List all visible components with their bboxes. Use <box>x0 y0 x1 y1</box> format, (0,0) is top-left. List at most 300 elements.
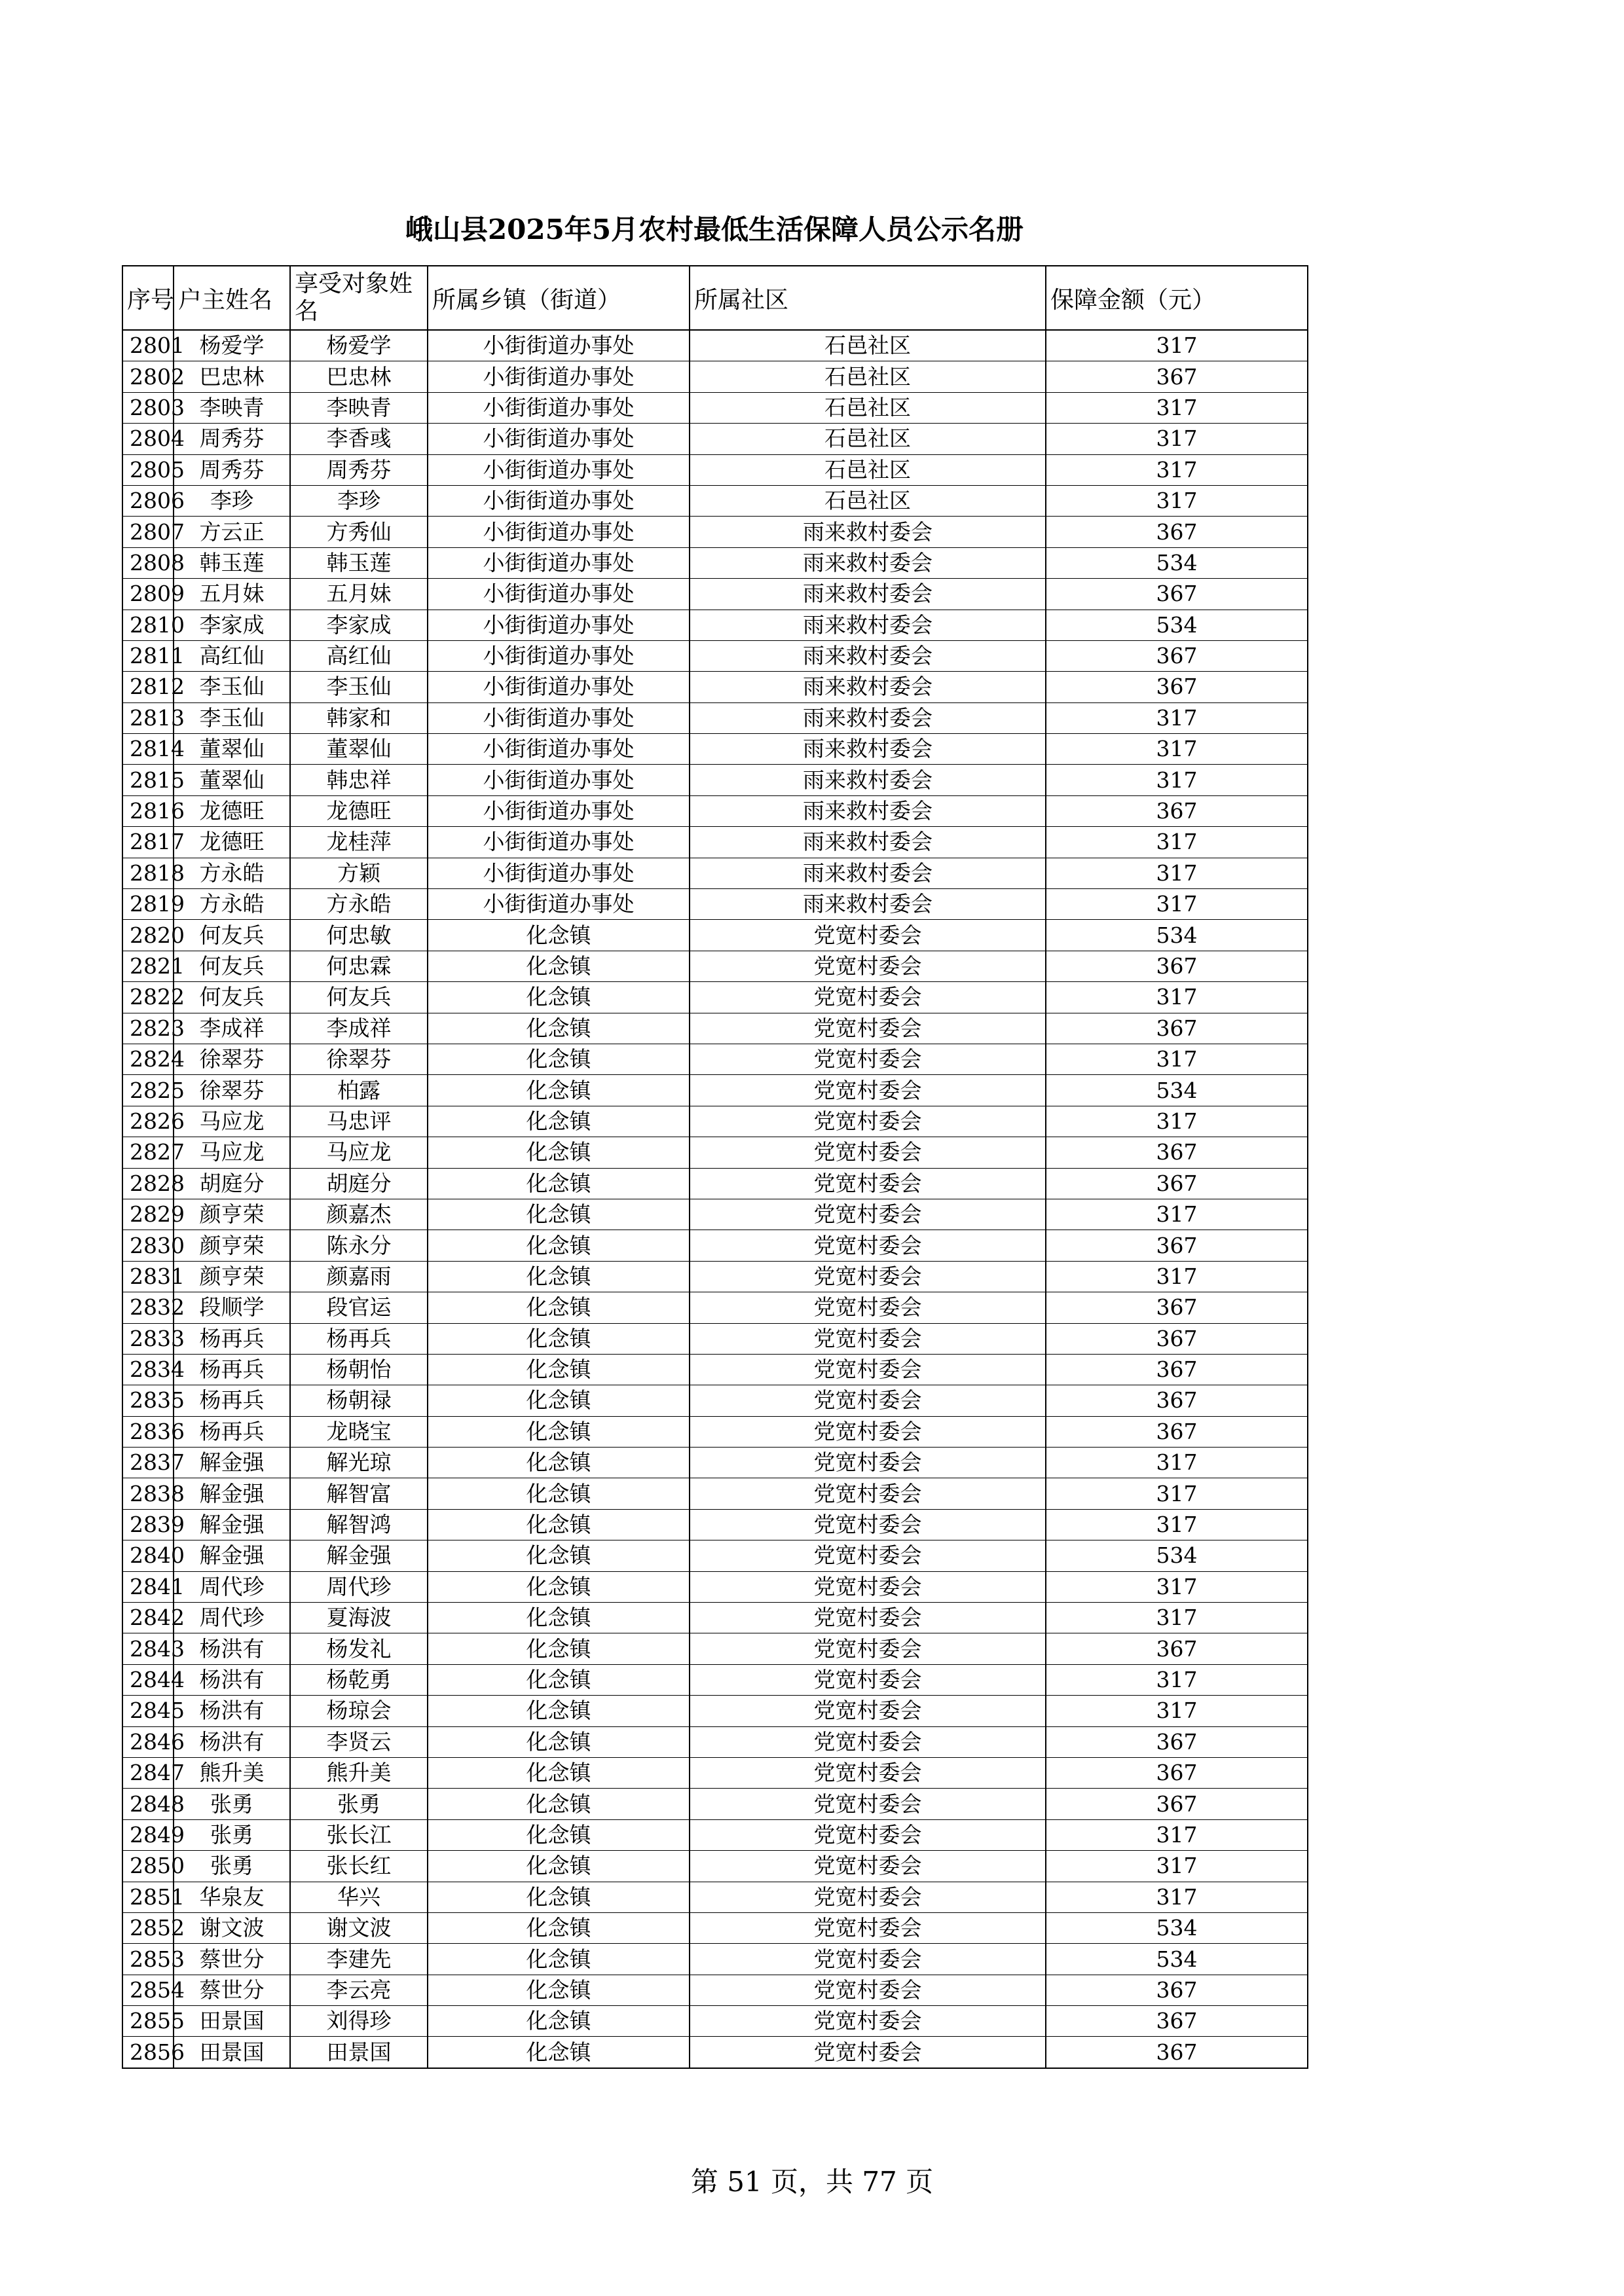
cell-household-head: 韩玉莲 <box>174 547 290 578</box>
table-row <box>122 889 1308 920</box>
cell-town: 化念镇 <box>428 1261 690 1292</box>
cell-household-head: 龙德旺 <box>174 827 290 858</box>
cell-community: 党宽村委会 <box>690 1448 1046 1478</box>
cell-amount: 367 <box>1046 1230 1308 1261</box>
cell-seq: 2820 <box>122 920 174 951</box>
cell-community: 雨来救村委会 <box>690 610 1046 640</box>
cell-beneficiary: 解智富 <box>290 1478 428 1509</box>
cell-seq: 2801 <box>122 330 174 361</box>
cell-beneficiary: 何忠霖 <box>290 951 428 981</box>
cell-seq: 2825 <box>122 1075 174 1106</box>
cell-beneficiary: 段官运 <box>290 1292 428 1323</box>
cell-beneficiary: 刘得珍 <box>290 2006 428 2037</box>
cell-household-head: 颜亨荣 <box>174 1261 290 1292</box>
cell-seq: 2819 <box>122 889 174 920</box>
cell-seq: 2846 <box>122 1726 174 1757</box>
cell-town: 小街街道办事处 <box>428 610 690 640</box>
cell-community: 雨来救村委会 <box>690 795 1046 826</box>
cell-town: 小街街道办事处 <box>428 392 690 423</box>
table-row <box>122 1416 1308 1447</box>
table-row <box>122 1354 1308 1385</box>
cell-household-head: 杨再兵 <box>174 1354 290 1385</box>
cell-community: 党宽村委会 <box>690 1199 1046 1230</box>
table-row <box>122 1509 1308 1540</box>
cell-community: 石邑社区 <box>690 361 1046 392</box>
cell-beneficiary: 方秀仙 <box>290 517 428 547</box>
table-row <box>122 1696 1308 1726</box>
cell-community: 雨来救村委会 <box>690 672 1046 702</box>
cell-town: 化念镇 <box>428 1757 690 1788</box>
cell-beneficiary: 董翠仙 <box>290 734 428 765</box>
cell-town: 化念镇 <box>428 1199 690 1230</box>
table-row <box>122 795 1308 826</box>
cell-amount: 534 <box>1046 1540 1308 1571</box>
cell-amount: 367 <box>1046 1323 1308 1354</box>
cell-town: 化念镇 <box>428 920 690 951</box>
table-row <box>122 1013 1308 1044</box>
cell-community: 雨来救村委会 <box>690 827 1046 858</box>
cell-amount: 317 <box>1046 330 1308 361</box>
table-row <box>122 982 1308 1013</box>
cell-amount: 534 <box>1046 610 1308 640</box>
cell-community: 党宽村委会 <box>690 1385 1046 1416</box>
cell-town: 化念镇 <box>428 2006 690 2037</box>
cell-seq: 2829 <box>122 1199 174 1230</box>
roster-table <box>122 265 1308 2069</box>
cell-amount: 367 <box>1046 517 1308 547</box>
cell-seq: 2811 <box>122 640 174 671</box>
cell-household-head: 蔡世分 <box>174 1944 290 1975</box>
cell-seq: 2853 <box>122 1944 174 1975</box>
cell-household-head: 李映青 <box>174 392 290 423</box>
cell-town: 小街街道办事处 <box>428 734 690 765</box>
cell-seq: 2823 <box>122 1013 174 1044</box>
cell-community: 党宽村委会 <box>690 1696 1046 1726</box>
cell-community: 雨来救村委会 <box>690 547 1046 578</box>
cell-beneficiary: 田景国 <box>290 2037 428 2068</box>
cell-amount: 534 <box>1046 1075 1308 1106</box>
cell-seq: 2854 <box>122 1975 174 2005</box>
cell-seq: 2851 <box>122 1882 174 1912</box>
cell-amount: 317 <box>1046 1261 1308 1292</box>
cell-beneficiary: 陈永分 <box>290 1230 428 1261</box>
cell-town: 化念镇 <box>428 1137 690 1168</box>
cell-town: 小街街道办事处 <box>428 702 690 733</box>
cell-seq: 2848 <box>122 1789 174 1819</box>
table-row <box>122 1912 1308 1943</box>
cell-household-head: 周秀芬 <box>174 454 290 485</box>
cell-town: 化念镇 <box>428 1323 690 1354</box>
table-row <box>122 485 1308 516</box>
cell-town: 小街街道办事处 <box>428 858 690 888</box>
cell-seq: 2816 <box>122 795 174 826</box>
cell-community: 石邑社区 <box>690 424 1046 454</box>
table-row <box>122 920 1308 951</box>
cell-town: 小街街道办事处 <box>428 827 690 858</box>
cell-beneficiary: 韩家和 <box>290 702 428 733</box>
cell-beneficiary: 周代珍 <box>290 1571 428 1602</box>
cell-seq: 2834 <box>122 1354 174 1385</box>
cell-beneficiary: 胡庭分 <box>290 1168 428 1199</box>
cell-beneficiary: 方颖 <box>290 858 428 888</box>
cell-community: 党宽村委会 <box>690 1571 1046 1602</box>
cell-household-head: 段顺学 <box>174 1292 290 1323</box>
cell-community: 党宽村委会 <box>690 1292 1046 1323</box>
cell-beneficiary: 解光琼 <box>290 1448 428 1478</box>
cell-community: 党宽村委会 <box>690 1664 1046 1695</box>
cell-community: 党宽村委会 <box>690 1013 1046 1044</box>
cell-household-head: 何友兵 <box>174 951 290 981</box>
cell-town: 化念镇 <box>428 951 690 981</box>
cell-town: 小街街道办事处 <box>428 361 690 392</box>
cell-beneficiary: 何友兵 <box>290 982 428 1013</box>
cell-community: 党宽村委会 <box>690 1044 1046 1074</box>
cell-seq: 2830 <box>122 1230 174 1261</box>
cell-amount: 317 <box>1046 1199 1308 1230</box>
cell-community: 党宽村委会 <box>690 1230 1046 1261</box>
cell-household-head: 杨洪有 <box>174 1696 290 1726</box>
cell-town: 化念镇 <box>428 2037 690 2068</box>
cell-beneficiary: 李珍 <box>290 485 428 516</box>
cell-amount: 317 <box>1046 1819 1308 1850</box>
cell-beneficiary: 李映青 <box>290 392 428 423</box>
table-row <box>122 702 1308 733</box>
table-row <box>122 858 1308 888</box>
table-row <box>122 1603 1308 1633</box>
cell-seq: 2822 <box>122 982 174 1013</box>
cell-seq: 2843 <box>122 1633 174 1664</box>
cell-community: 党宽村委会 <box>690 2037 1046 2068</box>
table-row <box>122 1044 1308 1074</box>
cell-town: 小街街道办事处 <box>428 517 690 547</box>
cell-seq: 2808 <box>122 547 174 578</box>
cell-seq: 2849 <box>122 1819 174 1850</box>
cell-community: 党宽村委会 <box>690 951 1046 981</box>
cell-town: 化念镇 <box>428 1603 690 1633</box>
cell-seq: 2850 <box>122 1851 174 1882</box>
cell-household-head: 谢文波 <box>174 1912 290 1943</box>
cell-amount: 317 <box>1046 858 1308 888</box>
table-row <box>122 1292 1308 1323</box>
table-row <box>122 1385 1308 1416</box>
cell-beneficiary: 龙德旺 <box>290 795 428 826</box>
cell-seq: 2814 <box>122 734 174 765</box>
cell-household-head: 颜亨荣 <box>174 1199 290 1230</box>
cell-seq: 2856 <box>122 2037 174 2068</box>
table-row <box>122 1975 1308 2005</box>
cell-amount: 367 <box>1046 1137 1308 1168</box>
cell-amount: 367 <box>1046 1633 1308 1664</box>
cell-amount: 317 <box>1046 485 1308 516</box>
cell-community: 雨来救村委会 <box>690 579 1046 610</box>
cell-community: 党宽村委会 <box>690 1354 1046 1385</box>
cell-community: 石邑社区 <box>690 392 1046 423</box>
cell-beneficiary: 杨朝禄 <box>290 1385 428 1416</box>
cell-community: 雨来救村委会 <box>690 702 1046 733</box>
cell-amount: 367 <box>1046 1757 1308 1788</box>
cell-seq: 2807 <box>122 517 174 547</box>
cell-seq: 2804 <box>122 424 174 454</box>
header-household-head: 户主姓名 <box>174 266 290 330</box>
cell-amount: 367 <box>1046 361 1308 392</box>
cell-household-head: 何友兵 <box>174 982 290 1013</box>
cell-amount: 534 <box>1046 547 1308 578</box>
cell-amount: 367 <box>1046 2037 1308 2068</box>
cell-amount: 367 <box>1046 1354 1308 1385</box>
cell-community: 雨来救村委会 <box>690 517 1046 547</box>
header-beneficiary: 享受对象姓名 <box>290 266 428 330</box>
cell-town: 化念镇 <box>428 1448 690 1478</box>
table-row <box>122 392 1308 423</box>
cell-household-head: 五月妹 <box>174 579 290 610</box>
table-row <box>122 1106 1308 1137</box>
cell-beneficiary: 李家成 <box>290 610 428 640</box>
cell-household-head: 杨爱学 <box>174 330 290 361</box>
cell-household-head: 李玉仙 <box>174 672 290 702</box>
header-town: 所属乡镇（街道） <box>428 266 690 330</box>
cell-amount: 367 <box>1046 795 1308 826</box>
table-row <box>122 1540 1308 1571</box>
cell-town: 化念镇 <box>428 1571 690 1602</box>
cell-household-head: 杨洪有 <box>174 1664 290 1695</box>
cell-community: 党宽村委会 <box>690 1509 1046 1540</box>
cell-seq: 2821 <box>122 951 174 981</box>
cell-household-head: 何友兵 <box>174 920 290 951</box>
table-row <box>122 951 1308 981</box>
cell-town: 化念镇 <box>428 1168 690 1199</box>
cell-town: 化念镇 <box>428 1912 690 1943</box>
cell-beneficiary: 李建先 <box>290 1944 428 1975</box>
cell-amount: 317 <box>1046 765 1308 795</box>
cell-beneficiary: 李香彧 <box>290 424 428 454</box>
cell-household-head: 杨洪有 <box>174 1633 290 1664</box>
cell-household-head: 巴忠林 <box>174 361 290 392</box>
cell-community: 党宽村委会 <box>690 1819 1046 1850</box>
cell-community: 党宽村委会 <box>690 1478 1046 1509</box>
header-community: 所属社区 <box>690 266 1046 330</box>
cell-community: 党宽村委会 <box>690 1603 1046 1633</box>
cell-community: 党宽村委会 <box>690 1851 1046 1882</box>
cell-amount: 534 <box>1046 920 1308 951</box>
cell-seq: 2824 <box>122 1044 174 1074</box>
cell-household-head: 解金强 <box>174 1509 290 1540</box>
cell-beneficiary: 颜嘉杰 <box>290 1199 428 1230</box>
cell-town: 小街街道办事处 <box>428 454 690 485</box>
cell-seq: 2806 <box>122 485 174 516</box>
table-row <box>122 672 1308 702</box>
cell-amount: 317 <box>1046 1664 1308 1695</box>
table-row <box>122 1633 1308 1664</box>
cell-town: 小街街道办事处 <box>428 424 690 454</box>
cell-town: 小街街道办事处 <box>428 547 690 578</box>
table-row <box>122 1571 1308 1602</box>
cell-community: 党宽村委会 <box>690 982 1046 1013</box>
cell-household-head: 马应龙 <box>174 1137 290 1168</box>
table-row <box>122 1075 1308 1106</box>
cell-beneficiary: 徐翠芬 <box>290 1044 428 1074</box>
table-row <box>122 547 1308 578</box>
cell-seq: 2809 <box>122 579 174 610</box>
cell-household-head: 解金强 <box>174 1540 290 1571</box>
cell-household-head: 李珍 <box>174 485 290 516</box>
cell-beneficiary: 李贤云 <box>290 1726 428 1757</box>
header-seq: 序号 <box>122 266 174 330</box>
cell-community: 党宽村委会 <box>690 1261 1046 1292</box>
cell-beneficiary: 杨乾勇 <box>290 1664 428 1695</box>
cell-community: 党宽村委会 <box>690 1137 1046 1168</box>
cell-amount: 317 <box>1046 454 1308 485</box>
cell-seq: 2841 <box>122 1571 174 1602</box>
cell-town: 化念镇 <box>428 1664 690 1695</box>
cell-community: 党宽村委会 <box>690 1882 1046 1912</box>
cell-household-head: 李玉仙 <box>174 702 290 733</box>
cell-beneficiary: 杨琼会 <box>290 1696 428 1726</box>
cell-amount: 317 <box>1046 392 1308 423</box>
cell-town: 化念镇 <box>428 1975 690 2005</box>
cell-beneficiary: 杨爱学 <box>290 330 428 361</box>
cell-beneficiary: 颜嘉雨 <box>290 1261 428 1292</box>
cell-beneficiary: 张勇 <box>290 1789 428 1819</box>
cell-community: 石邑社区 <box>690 330 1046 361</box>
table-row <box>122 424 1308 454</box>
cell-seq: 2840 <box>122 1540 174 1571</box>
cell-town: 化念镇 <box>428 1851 690 1882</box>
cell-household-head: 杨再兵 <box>174 1385 290 1416</box>
cell-community: 党宽村委会 <box>690 1789 1046 1819</box>
cell-household-head: 李成祥 <box>174 1013 290 1044</box>
cell-town: 化念镇 <box>428 1696 690 1726</box>
cell-beneficiary: 高红仙 <box>290 640 428 671</box>
table-row <box>122 1819 1308 1850</box>
cell-community: 雨来救村委会 <box>690 765 1046 795</box>
cell-community: 党宽村委会 <box>690 1975 1046 2005</box>
cell-amount: 367 <box>1046 579 1308 610</box>
cell-household-head: 周代珍 <box>174 1603 290 1633</box>
cell-household-head: 李家成 <box>174 610 290 640</box>
cell-amount: 317 <box>1046 827 1308 858</box>
cell-seq: 2835 <box>122 1385 174 1416</box>
cell-household-head: 董翠仙 <box>174 765 290 795</box>
table-row <box>122 1168 1308 1199</box>
cell-household-head: 方永皓 <box>174 858 290 888</box>
cell-amount: 367 <box>1046 2006 1308 2037</box>
cell-household-head: 蔡世分 <box>174 1975 290 2005</box>
table-row <box>122 330 1308 361</box>
cell-beneficiary: 龙晓宝 <box>290 1416 428 1447</box>
cell-seq: 2813 <box>122 702 174 733</box>
cell-beneficiary: 韩忠祥 <box>290 765 428 795</box>
cell-amount: 317 <box>1046 1448 1308 1478</box>
cell-community: 党宽村委会 <box>690 1757 1046 1788</box>
cell-seq: 2847 <box>122 1757 174 1788</box>
cell-beneficiary: 夏海波 <box>290 1603 428 1633</box>
cell-beneficiary: 柏露 <box>290 1075 428 1106</box>
cell-household-head: 张勇 <box>174 1789 290 1819</box>
cell-community: 党宽村委会 <box>690 1726 1046 1757</box>
cell-community: 雨来救村委会 <box>690 858 1046 888</box>
cell-community: 雨来救村委会 <box>690 734 1046 765</box>
cell-seq: 2836 <box>122 1416 174 1447</box>
cell-seq: 2833 <box>122 1323 174 1354</box>
cell-seq: 2827 <box>122 1137 174 1168</box>
table-row <box>122 1323 1308 1354</box>
cell-amount: 367 <box>1046 1975 1308 2005</box>
cell-household-head: 杨再兵 <box>174 1323 290 1354</box>
cell-community: 党宽村委会 <box>690 1944 1046 1975</box>
cell-community: 党宽村委会 <box>690 1912 1046 1943</box>
cell-household-head: 杨再兵 <box>174 1416 290 1447</box>
cell-town: 化念镇 <box>428 1726 690 1757</box>
cell-town: 小街街道办事处 <box>428 765 690 795</box>
cell-household-head: 杨洪有 <box>174 1726 290 1757</box>
cell-community: 党宽村委会 <box>690 1633 1046 1664</box>
cell-amount: 534 <box>1046 1944 1308 1975</box>
cell-community: 石邑社区 <box>690 454 1046 485</box>
cell-town: 化念镇 <box>428 1540 690 1571</box>
table-row <box>122 517 1308 547</box>
cell-seq: 2805 <box>122 454 174 485</box>
cell-amount: 317 <box>1046 702 1308 733</box>
table-row <box>122 1726 1308 1757</box>
cell-community: 党宽村委会 <box>690 2006 1046 2037</box>
cell-community: 石邑社区 <box>690 485 1046 516</box>
cell-beneficiary: 马忠评 <box>290 1106 428 1137</box>
table-row <box>122 610 1308 640</box>
cell-town: 化念镇 <box>428 1385 690 1416</box>
cell-seq: 2826 <box>122 1106 174 1137</box>
cell-town: 化念镇 <box>428 1416 690 1447</box>
cell-seq: 2810 <box>122 610 174 640</box>
cell-town: 化念镇 <box>428 1044 690 1074</box>
cell-seq: 2852 <box>122 1912 174 1943</box>
cell-community: 雨来救村委会 <box>690 640 1046 671</box>
cell-amount: 317 <box>1046 424 1308 454</box>
cell-household-head: 徐翠芬 <box>174 1075 290 1106</box>
cell-household-head: 熊升美 <box>174 1757 290 1788</box>
cell-town: 化念镇 <box>428 1075 690 1106</box>
cell-beneficiary: 马应龙 <box>290 1137 428 1168</box>
cell-seq: 2802 <box>122 361 174 392</box>
cell-amount: 317 <box>1046 1851 1308 1882</box>
cell-amount: 367 <box>1046 1013 1308 1044</box>
cell-household-head: 田景国 <box>174 2037 290 2068</box>
cell-household-head: 张勇 <box>174 1851 290 1882</box>
cell-beneficiary: 李玉仙 <box>290 672 428 702</box>
cell-household-head: 徐翠芬 <box>174 1044 290 1074</box>
table-row <box>122 1448 1308 1478</box>
cell-seq: 2855 <box>122 2006 174 2037</box>
cell-community: 党宽村委会 <box>690 1168 1046 1199</box>
table-header-row <box>122 266 1308 330</box>
cell-town: 化念镇 <box>428 1013 690 1044</box>
cell-town: 小街街道办事处 <box>428 795 690 826</box>
cell-amount: 534 <box>1046 1912 1308 1943</box>
table-row <box>122 640 1308 671</box>
cell-beneficiary: 谢文波 <box>290 1912 428 1943</box>
cell-community: 党宽村委会 <box>690 1106 1046 1137</box>
cell-town: 化念镇 <box>428 1354 690 1385</box>
cell-household-head: 高红仙 <box>174 640 290 671</box>
cell-household-head: 龙德旺 <box>174 795 290 826</box>
cell-seq: 2839 <box>122 1509 174 1540</box>
cell-community: 党宽村委会 <box>690 1540 1046 1571</box>
cell-amount: 367 <box>1046 1416 1308 1447</box>
cell-household-head: 周秀芬 <box>174 424 290 454</box>
cell-town: 化念镇 <box>428 1882 690 1912</box>
cell-amount: 367 <box>1046 951 1308 981</box>
cell-beneficiary: 杨朝怡 <box>290 1354 428 1385</box>
cell-beneficiary: 杨再兵 <box>290 1323 428 1354</box>
